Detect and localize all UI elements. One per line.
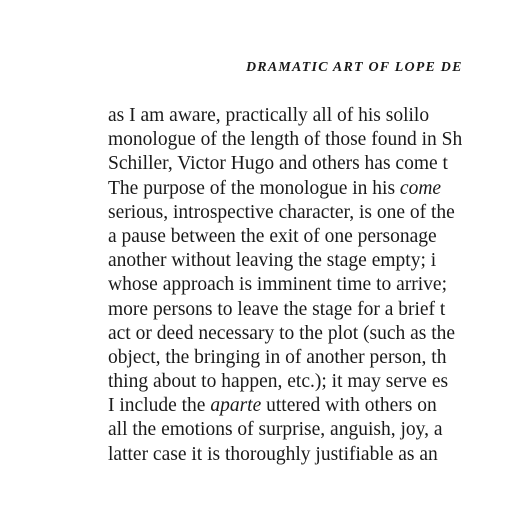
text-line — [108, 443, 512, 467]
italic-word: come — [399, 177, 442, 199]
text-segment: all the emotions of surprise, anguish, joy, a — [108, 419, 443, 441]
text-line — [108, 152, 512, 176]
text-line — [108, 273, 512, 297]
text-segment: act or deed necessary to the plot (such as the — [108, 322, 456, 344]
text-segment: latter case it is thoroughly justifiable as an — [108, 443, 438, 465]
text-segment: whose approach is imminent time to arrive; — [108, 274, 447, 296]
text-segment: as I am aware, practically all of his solilo — [108, 105, 430, 126]
text-segment: another without leaving the stage empty; i — [108, 250, 437, 272]
text-segment: monologue of the length of those found in Sh — [108, 129, 463, 151]
text-line — [108, 370, 512, 394]
text-segment: The purpose of the monologue in his — [108, 177, 400, 199]
text-segment: Schiller, Victor Hugo and others has come t — [108, 153, 448, 175]
text-line — [108, 394, 512, 418]
text-line — [108, 104, 512, 128]
text-segment: I include the — [108, 395, 211, 417]
text-segment: thing about to happen, etc.); it may serve es — [108, 371, 449, 393]
italic-word: aparte — [210, 395, 262, 417]
text-segment: uttered with others on — [261, 395, 437, 417]
text-line — [108, 201, 512, 225]
text-line — [108, 177, 512, 201]
text-line — [108, 322, 512, 346]
text-line — [108, 418, 512, 442]
text-line — [108, 249, 512, 273]
text-line — [108, 225, 512, 249]
text-segment: object, the bringing in of another person, th — [108, 346, 447, 368]
text-line — [108, 298, 512, 322]
body-text — [108, 104, 512, 467]
text-segment: more persons to leave the stage for a brief t — [108, 298, 446, 320]
text-line — [108, 346, 512, 370]
text-segment: serious, introspective character, is one of the — [108, 201, 455, 223]
text-line — [108, 128, 512, 152]
running-header: DRAMATIC ART OF LOPE DE — [246, 60, 463, 75]
text-segment: a pause between the exit of one personage — [108, 225, 437, 247]
